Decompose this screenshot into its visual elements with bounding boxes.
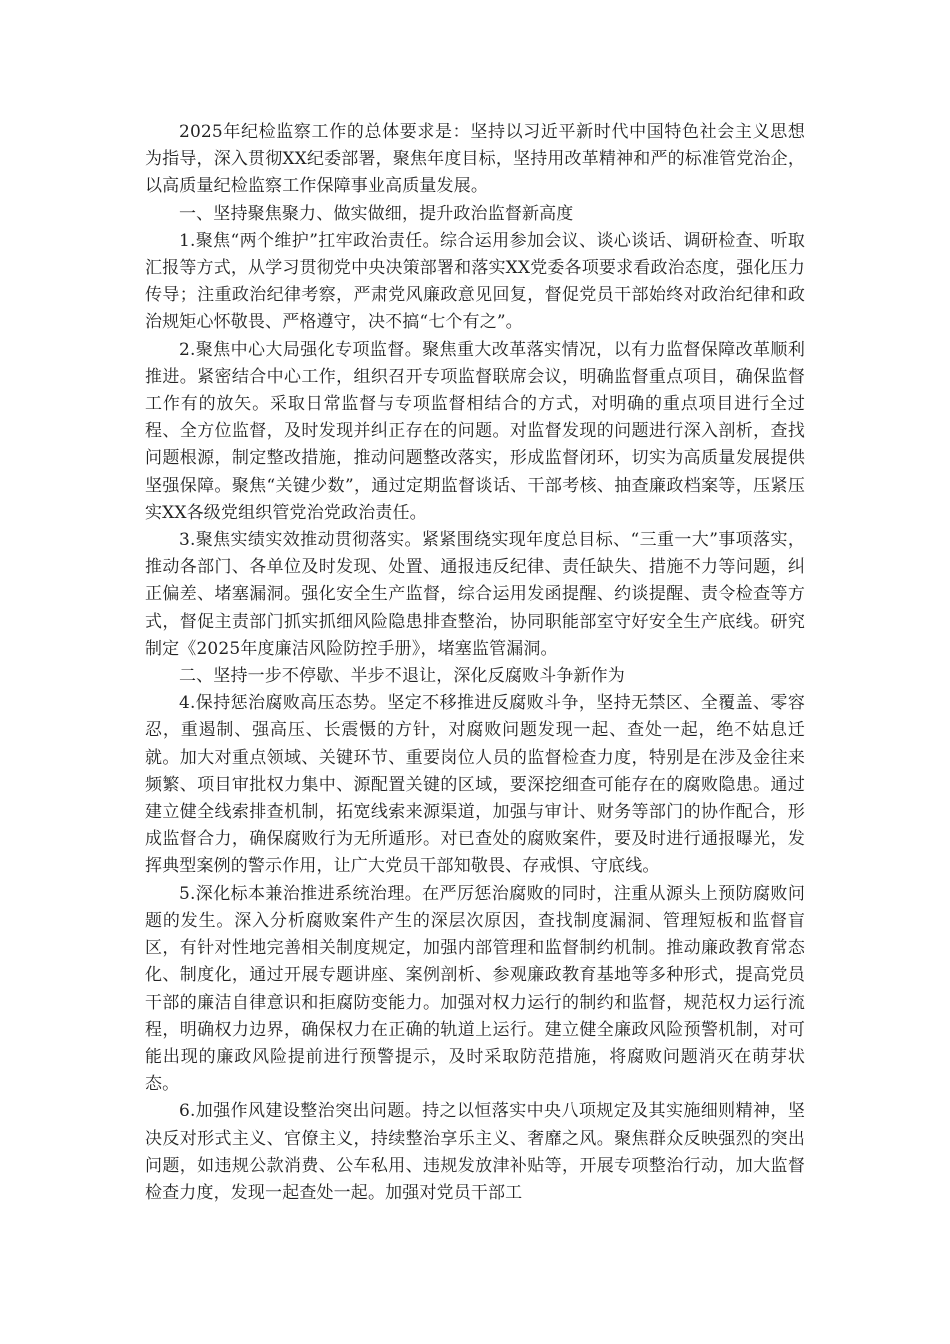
section-heading-2: 二、坚持一步不停歇、半步不退让，深化反腐败斗争新作为 <box>179 666 625 687</box>
section-heading-1: 一、坚持聚焦聚力、做实做细，提升政治监督新高度 <box>179 203 574 224</box>
item-paragraph-2: 2.聚焦中心大局强化专项监督。聚焦重大改革落实情况，以有力监督保障改革顺利推进。紧密结合中心工作，组织召开专项监督联席会议，明确监督重点项目，确保监督工作有的放矢。采取日常监督与专项监督相结合的方式，对明确的重点项目进行全过程、全方位监督，及时发现并纠正存在的问题。对监督发现的问题进行深入剖析，查找问题根源，制定整改措施，推动问题整改落实，形成监督闭环，切实为高质量发展提供坚强保障。聚焦“关键少数”，通过定期监督谈话、干部考核、抽查廉政档案等，压紧压实XX各级党组织管党治党政治责任。 <box>145 339 805 523</box>
item-paragraph-1: 1.聚焦“两个维护”扛牢政治责任。综合运用参加会议、谈心谈话、调研检查、听取汇报等方式，从学习贯彻党中央决策部署和落实XX党委各项要求看政治态度，强化压力传导；注重政治纪律考察，严肃党风廉政意见回复，督促党员干部始终对政治纪律和政治规矩心怀敬畏、严格遵守，决不搞“七个有之”。 <box>145 230 805 333</box>
intro-paragraph: 2025年纪检监察工作的总体要求是：坚持以习近平新时代中国特色社会主义思想为指导，深入贯彻XX纪委部署，聚焦年度目标，坚持用改革精神和严的标准管党治企，以高质量纪检监察工作保障事业高质量发展。 <box>145 122 805 197</box>
item-paragraph-5: 5.深化标本兼治推进系统治理。在严厉惩治腐败的同时，注重从源头上预防腐败问题的发生。深入分析腐败案件产生的深层次原因，查找制度漏洞、管理短板和监督盲区，有针对性地完善相关制度规定，加强内部管理和监督制约机制。推动廉政教育常态化、制度化，通过开展专题讲座、案例剖析、参观廉政教育基地等多种形式，提高党员干部的廉洁自律意识和拒腐防变能力。加强对权力运行的制约和监督，规范权力运行流程，明确权力边界，确保权力在正确的轨道上运行。建立健全廉政风险预警机制，对可能出现的廉政风险提前进行预警提示，及时采取防范措施，将腐败问题消灭在萌芽状态。 <box>145 883 805 1095</box>
item-paragraph-3: 3.聚焦实绩实效推动贯彻落实。紧紧围绕实现年度总目标、“三重一大”事项落实，推动各部门、各单位及时发现、处置、通报违反纪律、责任缺失、措施不力等问题，纠正偏差、堵塞漏洞。强化安全生产监督，综合运用发函提醒、约谈提醒、责令检查等方式，督促主责部门抓实抓细风险隐患排查整治，协同职能部室守好安全生产底线。研究制定《2025年度廉洁风险防控手册》，堵塞监管漏洞。 <box>145 530 805 659</box>
item-paragraph-6: 6.加强作风建设整治突出问题。持之以恒落实中央八项规定及其实施细则精神，坚决反对形式主义、官僚主义，持续整治享乐主义、奢靡之风。聚焦群众反映强烈的突出问题，如违规公款消费、公车私用、违规发放津补贴等，开展专项整治行动，加大监督检查力度，发现一起查处一起。加强对党员干部工 <box>145 1101 805 1203</box>
document-body <box>145 119 805 1207</box>
item-paragraph-4: 4.保持惩治腐败高压态势。坚定不移推进反腐败斗争，坚持无禁区、全覆盖、零容忍，重遏制、强高压、长震慑的方针，对腐败问题发现一起、查处一起，绝不姑息迁就。加大对重点领域、关键环节、重要岗位人员的监督检查力度，特别是在涉及金往来频繁、项目审批权力集中、源配置关键的区域，要深挖细查可能存在的腐败隐患。通过建立健全线索排查机制，拓宽线索来源渠道，加强与审计、财务等部门的协作配合，形成监督合力，确保腐败行为无所遁形。对已查处的腐败案件，要及时进行通报曝光，发挥典型案例的警示作用，让广大党员干部知敬畏、存戒惧、守底线。 <box>145 693 805 877</box>
